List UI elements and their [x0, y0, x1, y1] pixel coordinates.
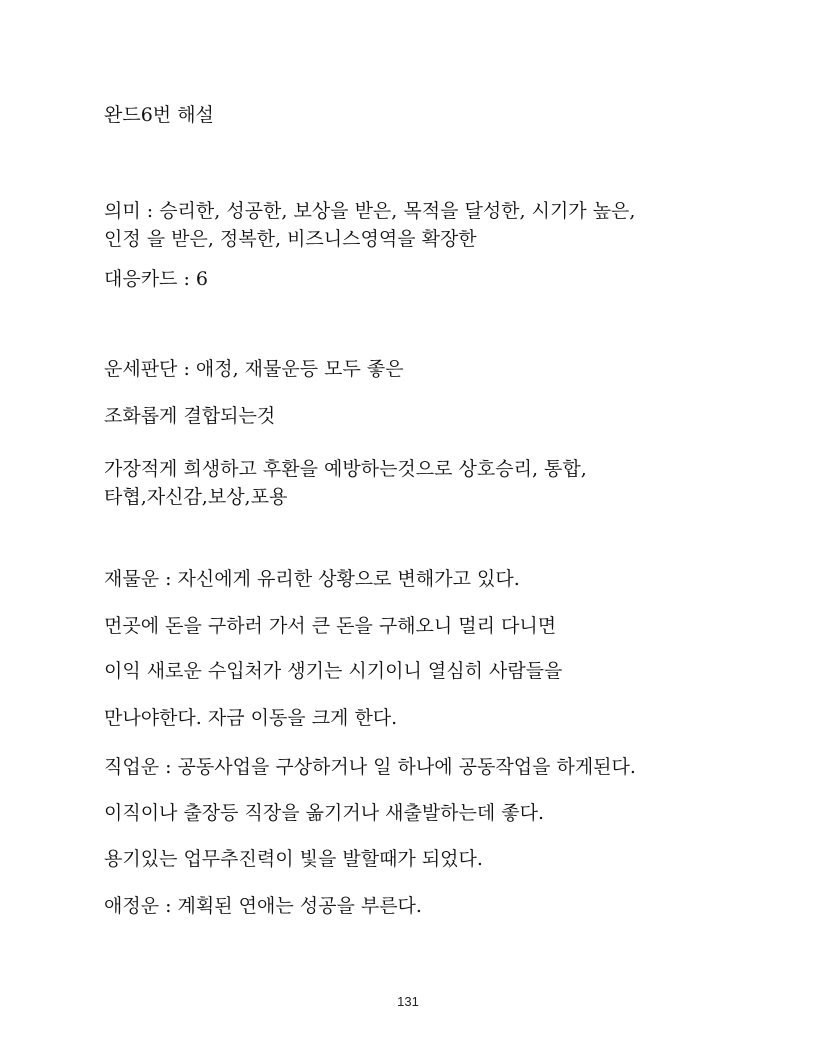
meaning-line-2: 인정 을 받은, 정복한, 비즈니스영역을 확장한 — [104, 228, 477, 250]
love-line-1: 애정운 : 계획된 연애는 성공을 부른다. — [104, 895, 422, 917]
corresponding-card: 대응카드 : 6 — [104, 268, 208, 290]
fortune-line-4: 타협,자신감,보상,포용 — [104, 486, 288, 508]
career-line-2: 이직이나 출장등 직장을 옮기거나 새출발하는데 좋다. — [104, 802, 545, 824]
meaning-line-1: 의미 : 승리한, 성공한, 보상을 받은, 목적을 달성한, 시기가 높은, — [104, 200, 636, 222]
page-number: 131 — [397, 994, 419, 1009]
career-line-1: 직업운 : 공동사업을 구상하거나 일 하나에 공동작업을 하게된다. — [104, 756, 636, 778]
fortune-line-3: 가장적게 희생하고 후환을 예방하는것으로 상호승리, 통합, — [104, 458, 587, 480]
wealth-line-4: 만나야한다. 자금 이동을 크게 한다. — [104, 707, 398, 729]
fortune-line-2: 조화롭게 결합되는것 — [104, 405, 276, 427]
wealth-line-2: 먼곳에 돈을 구하러 가서 큰 돈을 구해오니 멀리 다니면 — [104, 615, 557, 637]
wealth-line-1: 재물운 : 자신에게 유리한 상황으로 변해가고 있다. — [104, 568, 520, 590]
wealth-line-3: 이익 새로운 수입처가 생기는 시기이니 열심히 사람들을 — [104, 660, 563, 682]
page-title: 완드6번 해설 — [104, 104, 214, 126]
fortune-line-1: 운세판단 : 애정, 재물운등 모두 좋은 — [104, 358, 404, 380]
career-line-3: 용기있는 업무추진력이 빛을 발할때가 되었다. — [104, 848, 483, 870]
